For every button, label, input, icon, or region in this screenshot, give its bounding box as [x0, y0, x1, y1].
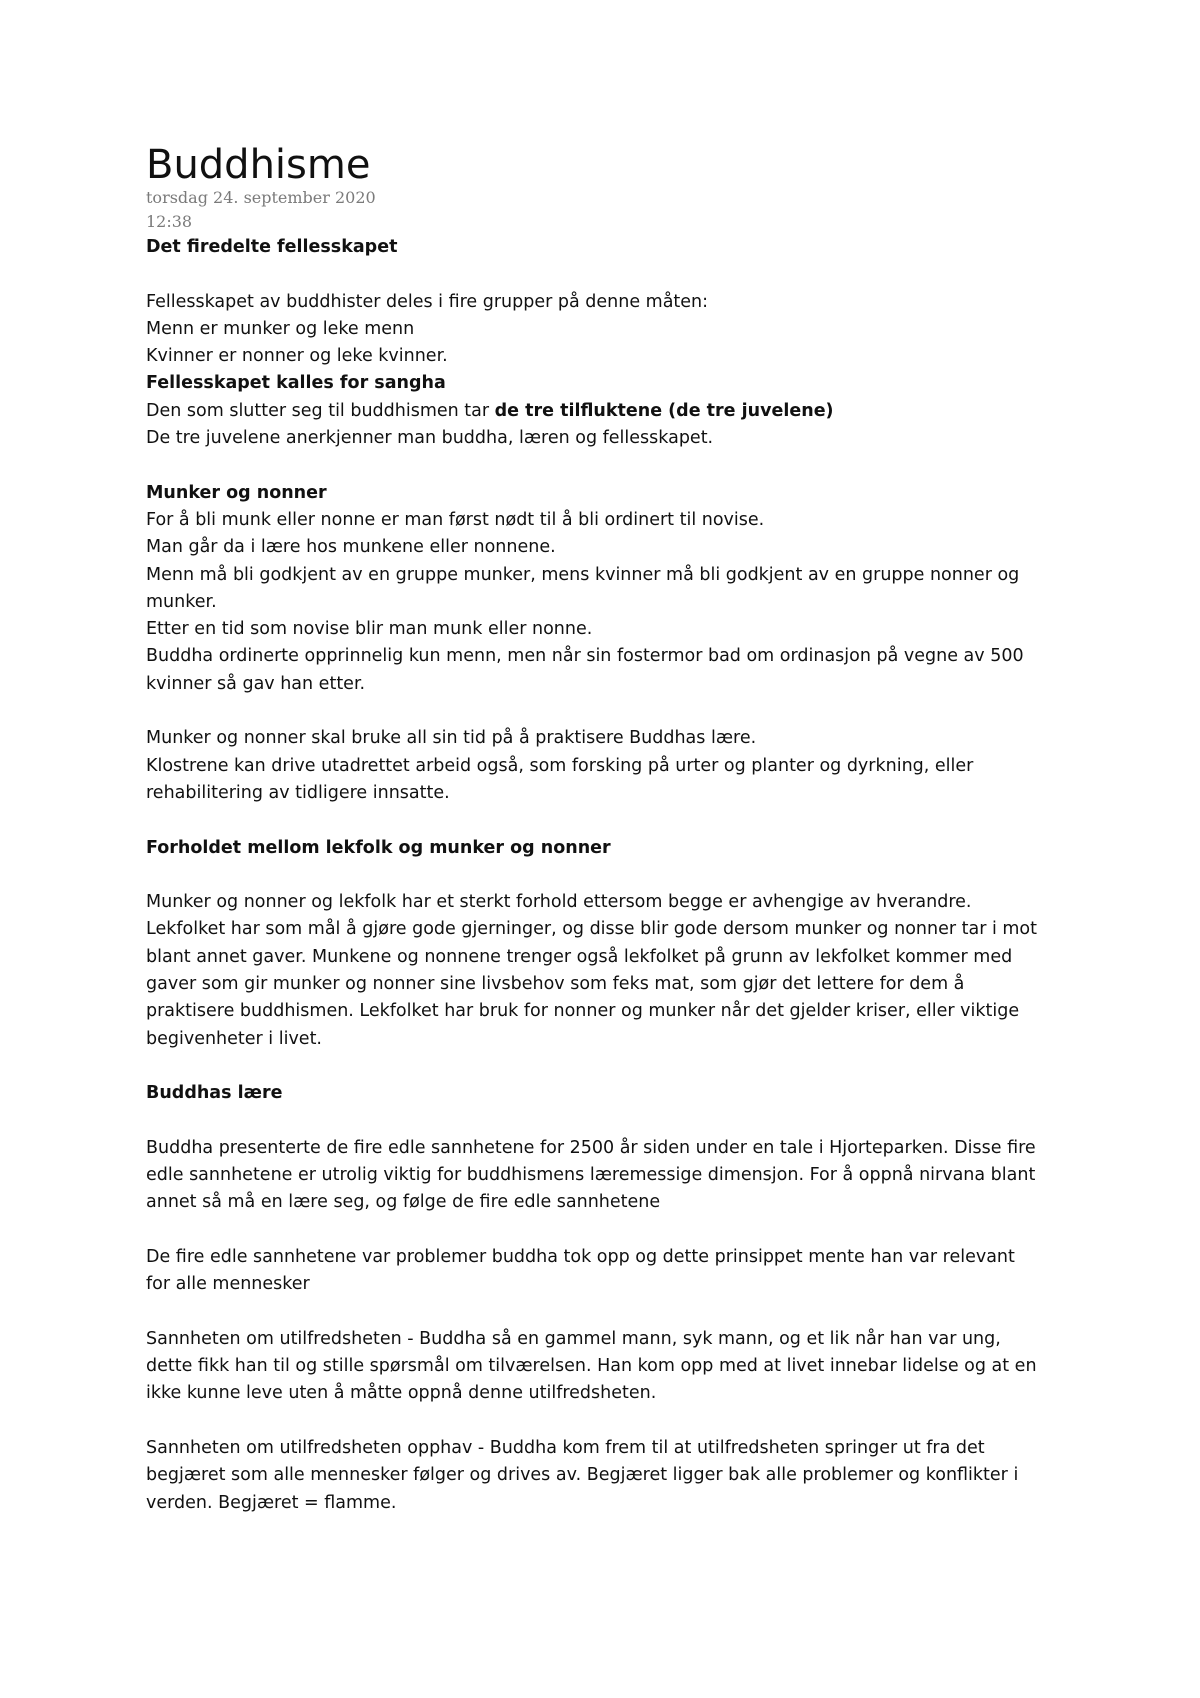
paragraph-line: begjæret som alle mennesker følger og drives av. Begjæret ligger bak alle problemer og konflikter i: [146, 1465, 1019, 1486]
paragraph-line: edle sannhetene er utrolig viktig for buddhismens læremessige dimensjon. For å oppnå nirvana blant: [146, 1165, 1036, 1186]
paragraph-line: Etter en tid som novise blir man munk eller nonne.: [146, 619, 593, 640]
blank-line: [146, 698, 1086, 725]
paragraph-line: annet så må en lære seg, og følge de fire edle sannhetene: [146, 1192, 661, 1213]
paragraph-line: dette fikk han til og stille spørsmål om tilværelsen. Han kom opp med at livet innebar lidelse og at en: [146, 1356, 1037, 1377]
paragraph-line: De tre juvelene anerkjenner man buddha, læren og fellesskapet.: [146, 428, 714, 449]
note-time: 12:38: [146, 212, 193, 231]
section-heading-buddhas-laere: Buddhas lære: [146, 1083, 283, 1104]
paragraph-line: blant annet gaver. Munkene og nonnene trenger også lekfolket på grunn av lekfolket kommer med: [146, 946, 1013, 967]
paragraph-line: Munker og nonner skal bruke all sin tid på å praktisere Buddhas lære.: [146, 728, 757, 749]
note-page: [146, 140, 1086, 1517]
paragraph-line: Man går da i lære hos munkene eller nonnene.: [146, 537, 556, 558]
blank-line: [146, 807, 1086, 834]
paragraph-line: gaver som gir munker og nonner sine livsbehov som feks mat, som gjør det lettere for dem å: [146, 974, 965, 995]
section-heading-forholdet: Forholdet mellom lekfolk og munker og nonner: [146, 837, 611, 858]
paragraph-line: Lekfolket har som mål å gjøre gode gjerninger, og disse blir gode dersom munker og nonner tar i mot: [146, 919, 1037, 940]
paragraph-line: Buddha ordinerte opprinnelig kun menn, men når sin fostermor bad om ordinasjon på vegne av 500: [146, 646, 1024, 667]
paragraph-line: For å bli munk eller nonne er man først nødt til å bli ordinert til novise.: [146, 509, 765, 530]
paragraph-line: Sannheten om utilfredsheten opphav - Buddha kom frem til at utilfredsheten springer ut fra det: [146, 1438, 985, 1459]
blank-line: [146, 261, 1086, 288]
blank-line: [146, 1408, 1086, 1435]
paragraph-line: rehabilitering av tidligere innsatte.: [146, 782, 450, 803]
paragraph-line: Sannheten om utilfredsheten - Buddha så en gammel mann, syk mann, og et lik når han var ung,: [146, 1328, 1001, 1349]
paragraph-line: praktisere buddhismen. Lekfolket har bruk for nonner og munker når det gjelder kriser, eller viktige: [146, 1001, 1020, 1022]
sangha-line: Fellesskapet kalles for sangha: [146, 373, 446, 394]
section-heading-munker: Munker og nonner: [146, 482, 327, 503]
paragraph-line: begivenheter i livet.: [146, 1028, 322, 1049]
paragraph-line: Klostrene kan drive utadrettet arbeid også, som forsking på urter og planter og dyrkning, eller: [146, 755, 974, 776]
paragraph-line: Fellesskapet av buddhister deles i fire grupper på denne måten:: [146, 291, 709, 312]
paragraph-line: ikke kunne leve uten å måtte oppnå denne utilfredsheten.: [146, 1383, 657, 1404]
paragraph-line: munker.: [146, 591, 217, 612]
blank-line: [146, 1053, 1086, 1080]
paragraph-line: verden. Begjæret = flamme.: [146, 1492, 397, 1513]
section-heading-fellesskapet: Det firedelte fellesskapet: [146, 237, 398, 257]
blank-line: [146, 1299, 1086, 1326]
paragraph-line: Kvinner er nonner og leke kvinner.: [146, 346, 448, 367]
paragraph-line: Menn er munker og leke menn: [146, 318, 415, 339]
refuge-line: Den som slutter seg til buddhismen tar de tre tilfluktene (de tre juvelene): [146, 400, 834, 421]
page-title: Buddhisme: [146, 142, 371, 188]
paragraph-line: Buddha presenterte de fire edle sannhetene for 2500 år siden under en tale i Hjorteparken. Disse fire: [146, 1137, 1036, 1158]
blank-line: [146, 1108, 1086, 1135]
blank-line: [146, 452, 1086, 479]
paragraph-line: kvinner så gav han etter.: [146, 673, 366, 694]
blank-line: [146, 1217, 1086, 1244]
paragraph-line: Munker og nonner og lekfolk har et sterkt forhold ettersom begge er avhengige av hverandre.: [146, 892, 972, 913]
paragraph-line: for alle mennesker: [146, 1274, 310, 1295]
blank-line: [146, 862, 1086, 889]
paragraph-line: Menn må bli godkjent av en gruppe munker, mens kvinner må bli godkjent av en gruppe nonner og: [146, 564, 1020, 585]
paragraph-line: De fire edle sannhetene var problemer buddha tok opp og dette prinsippet mente han var relevant: [146, 1246, 1015, 1267]
note-date: torsdag 24. september 2020: [146, 188, 376, 207]
